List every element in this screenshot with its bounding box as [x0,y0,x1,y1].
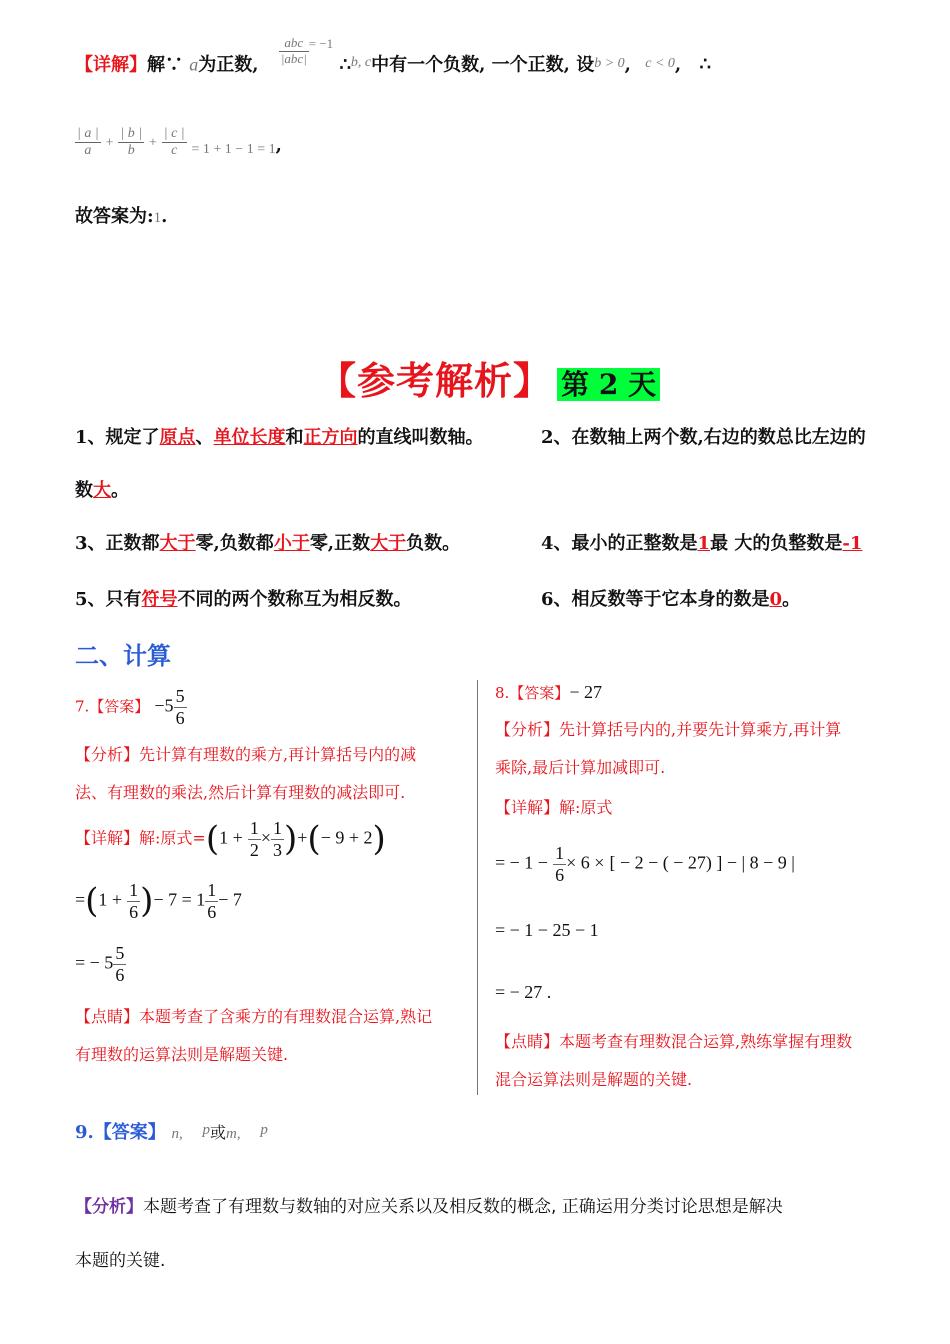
q7-step-2 [75,880,242,922]
text: , [275,134,282,156]
item-6 [541,588,800,612]
text: 2、在数轴上两个数,右边的数总比左边的 [541,427,866,448]
eq-text: − 9 + 2 [320,827,373,848]
eq-text: − 7 [218,889,242,910]
text: 零,负数都 [195,533,274,554]
math-p: p [260,1122,268,1138]
detail-tag: 【详解】 [495,798,560,817]
frac-den: 6 [175,707,185,728]
day-badge: 第 2 天 [557,368,660,401]
eq-text: 1 + [219,827,243,848]
eq-text: = − 5 [75,952,114,973]
frac-num: 1 [555,843,565,863]
plus: + [105,135,114,151]
text: 中有一个负数, 一个正数, 设 [371,54,595,76]
paren: ( [205,819,220,860]
eq-text: = − 1 − [495,852,548,873]
detail-tag: 【详解】 [75,828,140,848]
analysis-tag: 【分析】 [495,720,560,739]
math-m: m [226,1126,237,1142]
text: 本题考查了有理数与数轴的对应关系以及相反数的概念, 正确运用分类讨论思想是解决 [143,1197,783,1217]
blank-answer: 大 [93,480,111,501]
frac-den: c [171,143,178,159]
text: 的直线叫数轴。 [357,427,484,448]
blank-answer: 小于 [273,533,310,554]
column-divider [477,680,478,1095]
q9-label: 9.【答案】 [75,1122,166,1143]
blank-answer: 0 [769,589,783,610]
q7-comment-line-1 [75,998,432,1036]
eq-text: × [260,827,271,848]
math-a: a [189,54,199,75]
q8-analysis-line-2: 乘除,最后计算加减即可. [495,758,666,777]
q9-analysis-line-1 [75,1180,783,1234]
q8-step-3: = − 27 . [495,982,552,1002]
frac [553,843,566,885]
blank-answer: 单位长度 [213,427,286,448]
q8-comment [495,1023,852,1099]
frac-num: 5 [175,686,185,706]
blank-answer: 大于 [370,533,407,554]
frac-num: 5 [115,943,125,963]
math-c-lt0: c < 0 [645,56,675,72]
text: 6、相反数等于它本身的数是 [541,589,770,610]
q8-analysis-line-1 [495,711,841,749]
item-2 [541,426,866,450]
item-4 [541,532,862,556]
text: 1、规定了 [75,427,160,448]
eq-text: − 7 = 1 [153,889,206,910]
therefore: ∴ [699,54,711,76]
text: 负数。 [406,533,461,554]
frac-den: 6 [555,864,565,885]
blank-answer: 1 [697,533,711,554]
eq-text: = [75,889,86,910]
title-main: 【参考解析】 [318,358,553,403]
frac-num: abc [279,36,309,52]
math-p: p [202,1122,211,1138]
math-result: = 1 + 1 − 1 = 1 [191,141,276,157]
text: 。 [782,589,801,610]
q7-analysis-line-1 [75,736,416,774]
frac-den: 6 [115,964,125,985]
q7-label: 7.【答案】 [75,697,150,716]
detail-tag: 【详解】 [75,54,147,76]
frac-den: 6 [207,901,217,922]
intro-line-2 [75,126,282,159]
q8-step-1 [495,843,795,885]
q8-analysis [495,711,841,787]
math-n: n [171,1126,180,1142]
comment-tag: 【点睛】 [75,1007,140,1026]
text: 本题考查有理数混合运算,熟练掌握有理数 [559,1032,853,1051]
frac [248,818,261,860]
q9-analysis [75,1180,783,1288]
q7-detail-line [75,818,386,860]
q7-step-3 [75,943,126,985]
q7-analysis-line-2: 法、有理数的乘法,然后计算有理数的减法即可. [75,783,406,802]
text: 、 [195,427,214,448]
intro-answer [75,205,167,230]
paren: ( [307,819,321,860]
text: 。 [111,480,129,501]
q7-answer-frac [174,686,187,728]
text: . [161,206,168,227]
q8-answer-line [495,682,602,703]
fraction-b [118,126,144,159]
math-eq: = −1 [308,36,334,52]
intro-line-1 [75,35,711,81]
paren: ( [85,881,99,922]
item-3 [75,532,460,556]
text: 解∵ [147,54,183,76]
frac-num: 1 [207,880,217,900]
q7-comment-line-2: 有理数的运算法则是解题关键. [75,1045,289,1064]
paren: ) [372,819,386,860]
item-1 [75,426,484,450]
text: 解:原式= [139,828,206,848]
q7-answer-line [75,686,187,728]
comment-tag: 【点睛】 [495,1032,560,1051]
q9-answer-line [75,1118,268,1144]
blank-answer: 正方向 [303,427,358,448]
q7-answer-sign: −5 [154,695,174,716]
eq-text: × 6 × [566,852,605,873]
frac-den: a [84,143,92,159]
text: 解:原式 [559,798,613,817]
blank-answer: 大于 [159,533,196,554]
blank-answer: 符号 [141,589,178,610]
frac-num: 1 [129,880,139,900]
frac-den: 6 [129,901,139,922]
frac [205,880,218,922]
q7-comment [75,998,432,1074]
q8-detail-line [495,795,612,818]
frac-num: | a | [75,126,101,143]
paren: ) [140,881,154,922]
frac [113,943,126,985]
text: , [236,1126,241,1142]
eq-text: + [297,827,308,848]
frac-den: 3 [273,839,282,860]
paren: ) [284,819,298,860]
frac-num: 1 [249,818,259,838]
text: 3、正数都 [75,533,160,554]
section-title [318,350,660,405]
eq-text: 1 + [98,889,123,910]
text: 4、最小的正整数是 [541,533,698,554]
text: , [179,1126,183,1142]
blank-answer: 原点 [159,427,196,448]
frac-num: | b | [118,126,144,143]
answer-label: 故答案为: [75,206,154,227]
frac-num: 1 [273,818,282,838]
fraction-c [162,126,187,159]
math-b-gt0: b > 0 [594,56,625,72]
frac [271,818,284,860]
text: 不同的两个数称互为相反数。 [177,589,412,610]
text: 数 [75,480,93,501]
q9-analysis-line-2: 本题的关键. [75,1251,166,1271]
q8-comment-line-2: 混合运算法则是解题的关键. [495,1070,693,1089]
text: 先计算括号内的,并要先计算乘方,再计算 [559,720,842,739]
text: 和 [285,427,304,448]
analysis-tag: 【分析】 [75,1197,143,1217]
text: , [624,54,631,76]
section2-title: 二、计算 [75,641,171,670]
q8-label: 8.【答案】 [495,684,570,702]
text: 最 大的负整数是 [710,533,843,554]
frac-den: b [127,143,135,159]
eq-text: [ − 2 − ( − 27) ] − | 8 − 9 | [609,852,795,873]
therefore: ∴ [339,54,351,76]
text: 本题考查了含乘方的有理数混合运算,熟记 [139,1007,433,1026]
q7-analysis [75,736,416,812]
text: , [674,54,682,76]
text: 先计算有理数的乘方,再计算括号内的减 [139,745,417,764]
text: 5、只有 [75,589,142,610]
q8-comment-line-1 [495,1023,852,1061]
answer-value: 1 [153,210,162,226]
fraction-abc [279,36,309,67]
q8-step-2: = − 1 − 25 − 1 [495,920,599,940]
q8-answer: − 27 [569,682,602,702]
item-2-cont [75,479,129,503]
frac-den: 2 [249,839,259,860]
frac [127,880,140,922]
plus: + [148,135,157,151]
text: 或 [210,1123,227,1142]
fraction-a [75,126,101,159]
frac-num: | c | [162,126,187,143]
math-bc: b, c [350,55,372,71]
item-5 [75,588,412,612]
text: 为正数, [198,54,259,76]
analysis-tag: 【分析】 [75,745,140,764]
frac-den: |abc| [280,50,307,66]
text: 零,正数 [309,533,371,554]
blank-answer: -1 [842,533,863,554]
